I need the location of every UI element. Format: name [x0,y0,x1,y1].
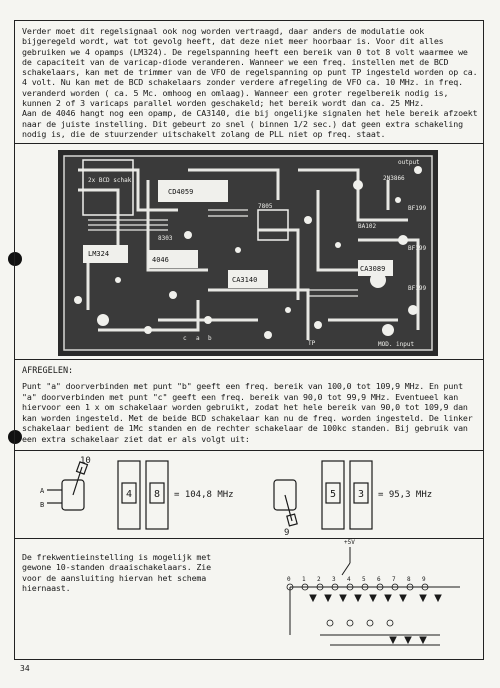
pcb-label-cd4059: CD4059 [168,188,194,196]
pcb-label-b: b [208,335,212,342]
bcd-digit-1: 4 [126,489,133,500]
pcb-label-tp: TP [308,340,316,347]
pcb-label-a: a [196,335,200,342]
pcb-label-ca3089: CA3089 [360,265,386,273]
pcb-label-mod-input: MOD. input [378,341,415,348]
page-number: 34 [20,664,30,673]
pcb-label-output: output [398,159,420,166]
pin-8: 8 [407,576,411,583]
divider-3 [14,450,484,451]
pin-0: 0 [287,576,291,583]
schematic-supply-label: +5V [344,539,355,546]
pcb-label-ca3140: CA3140 [232,276,258,284]
pin-2: 2 [317,576,321,583]
bottom-paragraph: De frekwentieinstelling is mogelijk met gewone 10-standen draaischakelaars. Zie voor de aansluiting hiervan het schema hiernaast. [22,552,211,594]
rotary-switch-schematic [270,535,470,665]
pin-4: 4 [347,576,351,583]
frequency-equation-1: = 104,8 MHz [174,490,234,500]
pcb-label-4046: 4046 [152,256,169,264]
intro-paragraph-1: Verder moet dit regelsignaal ook nog worden vertraagd, daar anders de modulatie ook bijgeregeld wordt, wat tot gevolg heeft, dat deze niet meer hoorbaar is. Voor dit alles gebruiken we 4 opamps (LM324). De regelspanning heeft een bereik van 0 tot 8 volt waarmee we de capaciteit van de varicap-diode veranderen. Wanneer we een freq. instellen met de BCD schakelaars, kan met de trimmer van de VFO de regelspanning op punt TP ingesteld worden op ca. 4 volt. Nu kan met de BCD schakelaars zonder verdere afregeling de VFO ca. 10 MHz. in freq. veranderd worden ( ca. 5 Mc. omhoog en omlaag). Wanneer een groter regelbereik nodig is, kunnen 2 of 3 varicaps parallel worden geschakeld; het bereik wordt dan ca. 25 MHz. [22,26,478,109]
pin-6: 6 [377,576,381,583]
divider-1 [14,143,484,144]
bottom-text [22,552,232,594]
bcd-digit-3: 5 [330,489,337,500]
divider-2 [14,359,484,360]
switch-illustrations [22,455,478,535]
afregelen-paragraph: Punt "a" doorverbinden met punt "b" geeft een freq. bereik van 100,0 tot 109,9 MHz. En punt "a" doorverbinden met punt "c" geeft een freq. bereik van 90,0 tot 99,9 MHz. Eventueel kan hiervoor een 1 x om schakelaar worden gebruikt, zodat het hele bereik van 90,0 tot 109,9 dan kan worden ingesteld. Met de beide BCD schakelaar kan nu de freq. worden ingesteld. De linker schakelaar bedient de 1Mc standen en de rechter schakelaar de 100kc standen. Bij gebruik van een extra schakelaar ziet dat er als volgt uit: [22,381,473,444]
switch-left-b-label: B [40,501,45,509]
afregelen-text [22,381,478,445]
pcb-label-c: c [183,335,187,342]
pin-7: 7 [392,576,396,583]
frequency-equation-2: = 95,3 MHz [378,490,433,500]
intro-text [22,26,478,139]
bcd-digit-4: 3 [358,489,365,500]
pcb-label-bf199-3: BF199 [408,285,427,292]
pcb-label-lm324: LM324 [88,250,110,258]
pcb-label-ba102: BA102 [358,223,377,230]
pcb-label-8303: 8303 [158,235,173,242]
pcb-label-2n3866: 2N3866 [383,175,405,182]
pcb-label-bf199-1: BF199 [408,205,427,212]
pcb-label-bf199-2: BF199 [408,245,427,252]
switch-right-bottom-label: 9 [284,528,290,535]
pcb-label-7805: 7805 [258,203,273,210]
pin-5: 5 [362,576,366,583]
pin-1: 1 [302,576,306,583]
switch-left-a-label: A [40,487,45,495]
bcd-digit-2: 8 [154,489,161,500]
pcb-label-bcd-switch: 2x BCD schak. [88,177,135,184]
afregelen-heading: AFREGELEN: [22,366,74,376]
pcb-layout-diagram [58,150,438,356]
intro-paragraph-2: Aan de 4046 hangt nog een opamp, de CA3140, die bij ongelijke signalen het hele bereik afzoekt naar de juiste instelling. Dit gebeurt zo snel ( binnen 1/2 sec.) dat geen extra schakeling nodig is, die de stuurzender uitschakelt zolang de PLL niet op freq. staat. [22,108,478,139]
pin-9: 9 [422,576,426,583]
pin-3: 3 [332,576,336,583]
switch-left-top-label: 10 [80,456,91,466]
